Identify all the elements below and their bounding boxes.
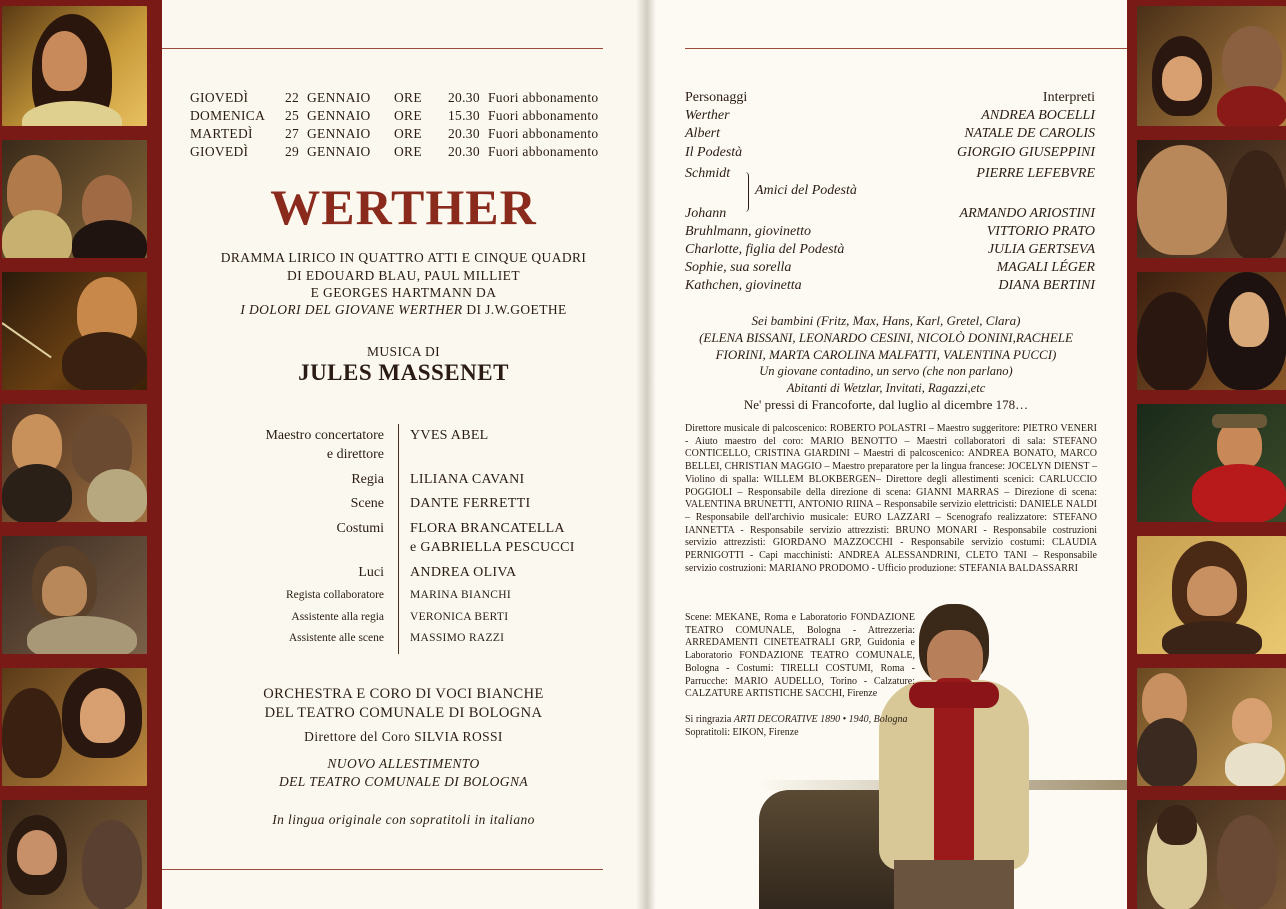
perf-time: 20.30 <box>448 144 480 159</box>
photo <box>1137 536 1286 654</box>
cast-singer: JULIA GERTSEVA <box>987 242 1095 257</box>
credit-name: MARINA BIANCHI <box>410 589 511 601</box>
credit-role: Regia <box>351 472 384 487</box>
credit-name: VERONICA BERTI <box>410 611 509 623</box>
cast-singer: MAGALI LÉGER <box>996 260 1095 275</box>
bambini-line: FIORINI, MARTA CAROLINA MALFATTI, VALENTINA PUCCI) <box>715 347 1057 362</box>
subtitle-source <box>162 302 645 318</box>
performance-schedule <box>190 90 610 170</box>
perf-date: 27 <box>285 126 300 141</box>
right-photo-strip <box>1127 0 1286 909</box>
source-book: I DOLORI DEL GIOVANE WERTHER <box>240 302 463 317</box>
ringrazia-prefix: Si ringrazia <box>685 714 734 725</box>
credit-name: MASSIMO RAZZI <box>410 632 505 644</box>
left-photo-strip <box>0 0 162 909</box>
photo <box>2 6 147 126</box>
credit-role: Assistente alla regia <box>291 611 384 623</box>
book-gutter <box>636 0 656 909</box>
photo <box>1137 668 1286 786</box>
left-page <box>162 0 645 909</box>
credit-role: Regista collaboratore <box>285 589 384 601</box>
perf-date: 29 <box>285 144 300 159</box>
cast-singer: NATALE DE CAROLIS <box>964 126 1095 141</box>
top-rule <box>162 48 603 49</box>
credit-name: DANTE FERRETTI <box>410 496 531 511</box>
perf-note: Fuori abbonamento <box>488 90 599 105</box>
cast-role: Bruhlmann, giovinetto <box>685 224 811 239</box>
perf-month: GENNAIO <box>307 90 371 105</box>
cast-role: Charlotte, figlia del Podestà <box>685 242 845 257</box>
cast-role: Sophie, sua sorella <box>685 260 792 275</box>
perf-note: Fuori abbonamento <box>488 126 599 141</box>
bottom-rule <box>162 869 603 870</box>
photo <box>1137 800 1286 909</box>
photo <box>2 536 147 654</box>
photo <box>1137 140 1286 258</box>
performance-row <box>190 90 610 108</box>
source-author: DI J.W.GOETHE <box>462 302 567 317</box>
photo <box>2 668 147 786</box>
setting-line: Ne' pressi di Francoforte, dal luglio al dicembre 178… <box>743 397 1029 412</box>
cast-singer: DIANA BERTINI <box>998 278 1095 293</box>
perf-ore: ORE <box>394 108 422 123</box>
perf-month: GENNAIO <box>307 144 371 159</box>
perf-date: 25 <box>285 108 300 123</box>
orchestra-line: DEL TEATRO COMUNALE DI BOLOGNA <box>264 705 543 721</box>
perf-date: 22 <box>285 90 300 105</box>
photo <box>1137 404 1286 522</box>
amici-brace <box>743 172 749 212</box>
performance-row <box>190 126 610 144</box>
perf-time: 20.30 <box>448 90 480 105</box>
credit-role: Assistente alle scene <box>288 632 384 644</box>
performance-row <box>190 144 610 162</box>
photo <box>1137 272 1286 390</box>
ringrazia-name: ARTI DECORATIVE 1890 • 1940, Bologna <box>733 714 908 725</box>
credits-divider <box>398 424 399 654</box>
cast-role: Albert <box>685 126 720 141</box>
perf-day: GIOVEDÌ <box>190 90 249 105</box>
perf-day: MARTEDÌ <box>190 126 253 141</box>
cast-singer: ANDREA BOCELLI <box>981 108 1095 123</box>
perf-time: 15.30 <box>448 108 480 123</box>
cast-role: Schmidt <box>685 166 731 181</box>
cast-role: Werther <box>685 108 730 123</box>
allestimento-line: NUOVO ALLESTIMENTO <box>327 756 480 771</box>
perf-note: Fuori abbonamento <box>488 144 599 159</box>
photo <box>2 272 147 390</box>
perf-month: GENNAIO <box>307 108 371 123</box>
top-rule <box>685 48 1127 49</box>
credit-name: ANDREA OLIVA <box>410 565 517 580</box>
credit-role: Maestro concertatore <box>265 428 384 443</box>
photo <box>2 404 147 522</box>
photo <box>2 140 147 258</box>
credit-role: e direttore <box>326 447 384 462</box>
cast-header-singers: Interpreti <box>1042 90 1095 105</box>
perf-day: DOMENICA <box>190 108 266 123</box>
credit-role: Luci <box>358 565 384 580</box>
allestimento-line: DEL TEATRO COMUNALE DI BOLOGNA <box>278 774 528 789</box>
perf-ore: ORE <box>394 90 422 105</box>
opera-title: WERTHER <box>270 179 537 235</box>
coro-director: Direttore del Coro SILVIA ROSSI <box>304 729 503 744</box>
subtitle-line: DI EDOUARD BLAU, PAUL MILLIET <box>287 268 520 283</box>
credit-role: Scene <box>350 496 384 511</box>
cast-singer: ARMANDO ARIOSTINI <box>959 206 1095 221</box>
performance-row <box>190 108 610 126</box>
musica-label: MUSICA DI <box>367 344 440 359</box>
ringrazia-line <box>685 714 915 727</box>
right-page <box>645 0 1127 909</box>
bambini-line: Un giovane contadino, un servo (che non parlano) <box>759 364 1013 378</box>
composer-name: JULES MASSENET <box>298 360 509 385</box>
cast-role: Johann <box>685 206 727 221</box>
amici-label: Amici del Podestà <box>755 183 857 198</box>
subtitle-line: E GEORGES HARTMANN DA <box>310 285 497 300</box>
credit-name: LILIANA CAVANI <box>410 472 525 487</box>
credit-name: YVES ABEL <box>410 428 489 443</box>
subtitle-line: DRAMMA LIRICO IN QUATTRO ATTI E CINQUE QUADRI <box>220 250 587 265</box>
perf-day: GIOVEDÌ <box>190 144 249 159</box>
photo <box>2 800 147 909</box>
perf-ore: ORE <box>394 144 422 159</box>
lingua-note: In lingua originale con sopratitoli in italiano <box>272 812 535 827</box>
bambini-line: Sei bambini (Fritz, Max, Hans, Karl, Gretel, Clara) <box>751 313 1021 328</box>
staff-credits: Direttore musicale di palcoscenico: ROBERTO POLASTRI – Maestro suggeritore: PIETRO VENERI - Aiuto maestro del coro: MARIO BENOTTO – Maestri collaboratori di sala: STEFANO CONTICELLO, CRISTINA GIARDINI – Maestri di palcoscenico: ANDREA BONATO, MARCO BELLEI, CHRISTIAN MAGGIO – Maestro preparatore per la lingua francese: JOCELYN DIENST – Violino di spalla: WILLEM BLOKBERGEN– Direttore degli allestimenti scenici: CARLUCCIO POGGIOLI – Responsabile della direzione di scena: GIANNI MARRAS – Direzione di scena: VALENTINA BRUNETTI, ANTONIO RIINA – Responsabile servizio elettricisti: DANIELE NALDI – Responsabile dell'archivio musicale: EURO LAZZARI – Scenografo realizzatore: STEFANO IANNETTA - Responsabile servizio attrezzisti: BRUNO MONARI - Responsabile costruzioni servizio attrezzisti: GIORDANO MAZZOCCHI - Responsabile servizio costumi: CLAUDIA PERNIGOTTI - Capi macchinisti: ANDREA ALESSANDRINI, CLETO TANI – Responsabile servizio costruzioni: MARIANO PRODOMO - Ufficio produzione: STEFANIA BALDASSARRI <box>685 423 1097 574</box>
cast-singer: VITTORIO PRATO <box>986 224 1095 239</box>
perf-time: 20.30 <box>448 126 480 141</box>
cast-role: Il Podestà <box>685 145 743 160</box>
cast-header-roles: Personaggi <box>685 90 748 105</box>
perf-ore: ORE <box>394 126 422 141</box>
cast-singer: PIERRE LEFEBVRE <box>976 166 1095 181</box>
orchestra-line: ORCHESTRA E CORO DI VOCI BIANCHE <box>263 686 544 702</box>
cast-list <box>645 90 1095 293</box>
credit-name: FLORA BRANCATELLA <box>410 521 565 536</box>
bambini-line: (ELENA BISSANI, LEONARDO CESINI, NICOLÒ DONINI,RACHELE <box>699 330 1073 345</box>
production-credits: Scene: MEKANE, Roma e Laboratorio FONDAZIONE TEATRO COMUNALE, Bologna - Attrezzeria: ARREDAMENTI CINETEATRALI GRP, Guidonia e Laboratorio FONDAZIONE TEATRO COMUNALE, Bologna - Costumi: TIRELLI COSTUMI, Roma - Parrucche: MARIO AUDELLO, Torino - Calzature: CALZATURE ARTISTICHE SACCHI, Firenze <box>685 612 915 700</box>
cast-singer: GIORGIO GIUSEPPINI <box>956 145 1095 160</box>
sopratitoli-line: Sopratitoli: EIKON, Firenze <box>685 727 799 738</box>
cast-role: Kathchen, giovinetta <box>685 278 802 293</box>
perf-month: GENNAIO <box>307 126 371 141</box>
bambini-line: Abitanti di Wetzlar, Invitati, Ragazzi,etc <box>786 381 986 395</box>
photo <box>1137 6 1286 126</box>
credit-role: Costumi <box>336 521 384 536</box>
credit-name: e GABRIELLA PESCUCCI <box>410 540 575 555</box>
perf-note: Fuori abbonamento <box>488 108 599 123</box>
